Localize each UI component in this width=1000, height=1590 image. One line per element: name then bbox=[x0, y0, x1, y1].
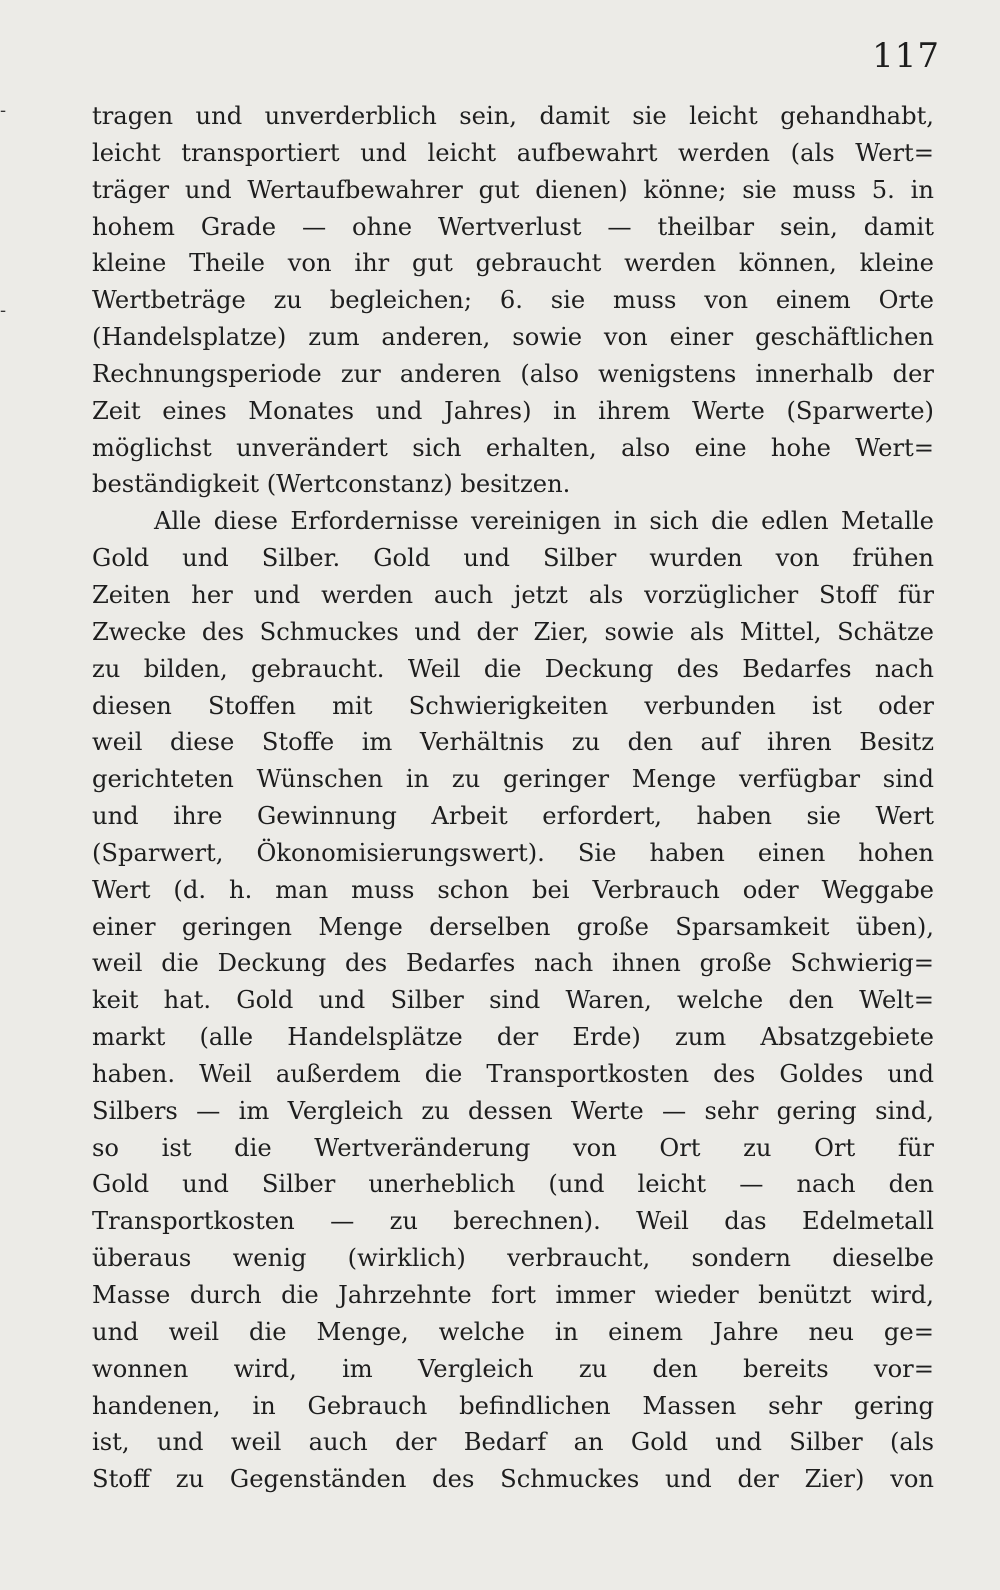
text-line: Zwecke des Schmuckes und der Zier, sowie als Mittel, Schätze bbox=[92, 617, 934, 646]
body-text bbox=[92, 98, 934, 1498]
text-line: weil diese Stoffe im Verhältnis zu den auf ihren Besitz bbox=[92, 728, 934, 757]
text-line: leicht transportiert und leicht aufbewahrt werden (als Wert= bbox=[92, 138, 934, 167]
text-line: Wertbeträge zu begleichen; 6. sie muss von einem Orte bbox=[92, 286, 934, 315]
text-line: wonnen wird, im Vergleich zu den bereits vor= bbox=[92, 1354, 934, 1383]
text-line: überaus wenig (wirklich) verbraucht, sondern dieselbe bbox=[92, 1244, 934, 1273]
text-line: einer geringen Menge derselben große Sparsamkeit üben), bbox=[92, 912, 934, 941]
text-line: (Handelsplatze) zum anderen, sowie von einer geschäftlichen bbox=[92, 323, 934, 352]
text-line: träger und Wertaufbewahrer gut dienen) könne; sie muss 5. in bbox=[92, 175, 934, 204]
text-line: Masse durch die Jahrzehnte fort immer wieder benützt wird, bbox=[92, 1281, 934, 1309]
text-line: kleine Theile von ihr gut gebraucht werden können, kleine bbox=[92, 249, 934, 278]
text-line: haben. Weil außerdem die Transportkosten des Goldes und bbox=[92, 1059, 934, 1088]
text-line: Transportkosten — zu berechnen). Weil das Edelmetall bbox=[92, 1207, 934, 1236]
text-line: und ihre Gewinnung Arbeit erfordert, haben sie Wert bbox=[92, 802, 934, 831]
text-line: beständigkeit (Wertconstanz) besitzen. bbox=[92, 470, 571, 499]
text-line: diesen Stoffen mit Schwierigkeiten verbunden ist oder bbox=[92, 691, 934, 720]
text-line: tragen und unverderblich sein, damit sie leicht gehandhabt, bbox=[92, 102, 934, 130]
margin-mark: - bbox=[0, 100, 7, 121]
margin-mark: - bbox=[0, 300, 7, 321]
text-line: markt (alle Handelsplätze der Erde) zum Absatzgebiete bbox=[92, 1023, 934, 1052]
text-line: zu bilden, gebraucht. Weil die Deckung des Bedarfes nach bbox=[92, 654, 934, 683]
text-line: möglichst unverändert sich erhalten, also eine hohe Wert= bbox=[92, 433, 934, 462]
text-line: Alle diese Erfordernisse vereinigen in sich die edlen Metalle bbox=[154, 507, 934, 536]
text-line: ist, und weil auch der Bedarf an Gold und Silber (als bbox=[92, 1428, 934, 1457]
page-number: 117 bbox=[872, 36, 940, 76]
text-line: Rechnungsperiode zur anderen (also wenigstens innerhalb der bbox=[92, 359, 934, 388]
text-line: Silbers — im Vergleich zu dessen Werte — sehr gering sind, bbox=[92, 1096, 934, 1125]
text-line: (Sparwert, Ökonomisierungswert). Sie haben einen hohen bbox=[92, 838, 934, 867]
text-line: hohem Grade — ohne Wertverlust — theilbar sein, damit bbox=[92, 212, 934, 241]
text-line: weil die Deckung des Bedarfes nach ihnen große Schwierig= bbox=[92, 949, 934, 978]
text-line: so ist die Wertveränderung von Ort zu Ort für bbox=[92, 1133, 934, 1162]
text-line: handenen, in Gebrauch befindlichen Massen sehr gering bbox=[92, 1391, 934, 1420]
text-line: und weil die Menge, welche in einem Jahre neu ge= bbox=[92, 1317, 934, 1346]
text-line: Gold und Silber. Gold und Silber wurden von frühen bbox=[92, 544, 934, 573]
text-line: Gold und Silber unerheblich (und leicht — nach den bbox=[92, 1170, 934, 1199]
text-line: keit hat. Gold und Silber sind Waren, welche den Welt= bbox=[92, 986, 934, 1015]
text-line: Wert (d. h. man muss schon bei Verbrauch oder Weggabe bbox=[92, 875, 934, 904]
text-line: Zeiten her und werden auch jetzt als vorzüglicher Stoff für bbox=[92, 580, 934, 609]
text-line: Zeit eines Monates und Jahres) in ihrem Werte (Sparwerte) bbox=[92, 396, 934, 425]
text-line: Stoff zu Gegenständen des Schmuckes und der Zier) von bbox=[92, 1465, 934, 1494]
text-line: gerichteten Wünschen in zu geringer Menge verfügbar sind bbox=[92, 765, 934, 794]
